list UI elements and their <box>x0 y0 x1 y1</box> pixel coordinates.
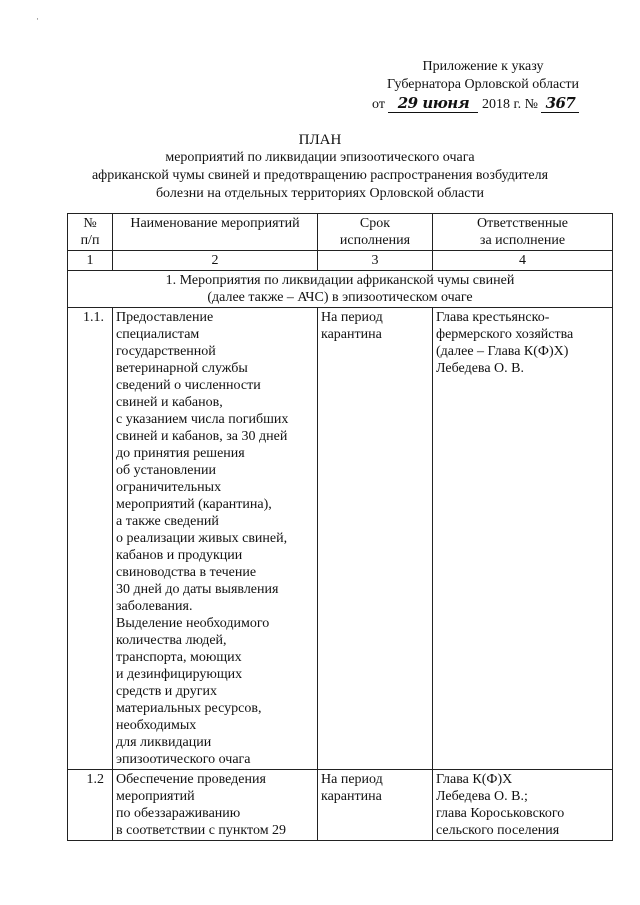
header-term: Срок исполнения <box>318 214 433 251</box>
row-term: На период карантина <box>318 308 433 770</box>
row-responsible: Глава крестьянско- фермерского хозяйства (далее – Глава К(Ф)Х) Лебедева О. В. <box>433 308 613 770</box>
row-number: 1.1. <box>68 308 113 770</box>
plan-subtitle-line: болезни на отдельных территориях Орловской области <box>155 186 485 201</box>
row-activity: Обеспечение проведения мероприятий по обеззараживанию в соответствии с пунктом 29 <box>113 770 318 841</box>
column-index-row <box>68 251 613 271</box>
table-row <box>68 308 613 770</box>
plan-title: ПЛАН <box>298 132 342 148</box>
column-index: 4 <box>433 251 613 271</box>
decree-date-handwritten: 29 июня <box>388 94 478 113</box>
appendix-header <box>368 58 598 114</box>
header-responsible: Ответственные за исполнение <box>433 214 613 251</box>
decree-number-handwritten: 367 <box>541 94 579 113</box>
row-activity: Предоставление специалистам государственной ветеринарной службы сведений о численности свиней и кабанов, с указанием числа погибших свиней и кабанов, за 30 дней до принятия решения об установлении ограничительных мероприятий (карантина), а также сведений о реализации живых свиней, кабанов и продукции свиноводства в течение 30 дней до даты выявления заболевания. Выделение необходимого количества людей, транспорта, моющих и дезинфицирующих средств и других материальных ресурсов, необходимых для ликвидации эпизоотического очага <box>113 308 318 770</box>
column-index: 1 <box>68 251 113 271</box>
appendix-decree-line <box>368 94 598 114</box>
decree-from-label: от <box>372 97 385 112</box>
column-index: 2 <box>113 251 318 271</box>
plan-subtitle-line: африканской чумы свиней и предотвращению распространения возбудителя <box>91 168 549 183</box>
plan-subtitle-line: мероприятий по ликвидации эпизоотического очага <box>165 150 475 165</box>
plan-subtitle <box>40 149 600 203</box>
table-header-row <box>68 214 613 251</box>
row-responsible: Глава К(Ф)Х Лебедева О. В.; глава Короськовского сельского поселения <box>433 770 613 841</box>
table-row <box>68 770 613 841</box>
decree-year-label: 2018 г. № <box>481 97 538 112</box>
section-title: 1. Мероприятия по ликвидации африканской чумы свиней (далее также – АЧС) в эпизоотическом очаге <box>68 271 613 308</box>
appendix-issuer: Губернатора Орловской области <box>386 77 580 92</box>
section-row <box>68 271 613 308</box>
header-activity: Наименование мероприятий <box>113 214 318 251</box>
corner-mark: · <box>36 14 39 24</box>
appendix-title: Приложение к указу <box>422 59 544 74</box>
row-number: 1.2 <box>68 770 113 841</box>
row-term: На период карантина <box>318 770 433 841</box>
header-number: № п/п <box>68 214 113 251</box>
column-index: 3 <box>318 251 433 271</box>
plan-table <box>67 213 613 841</box>
